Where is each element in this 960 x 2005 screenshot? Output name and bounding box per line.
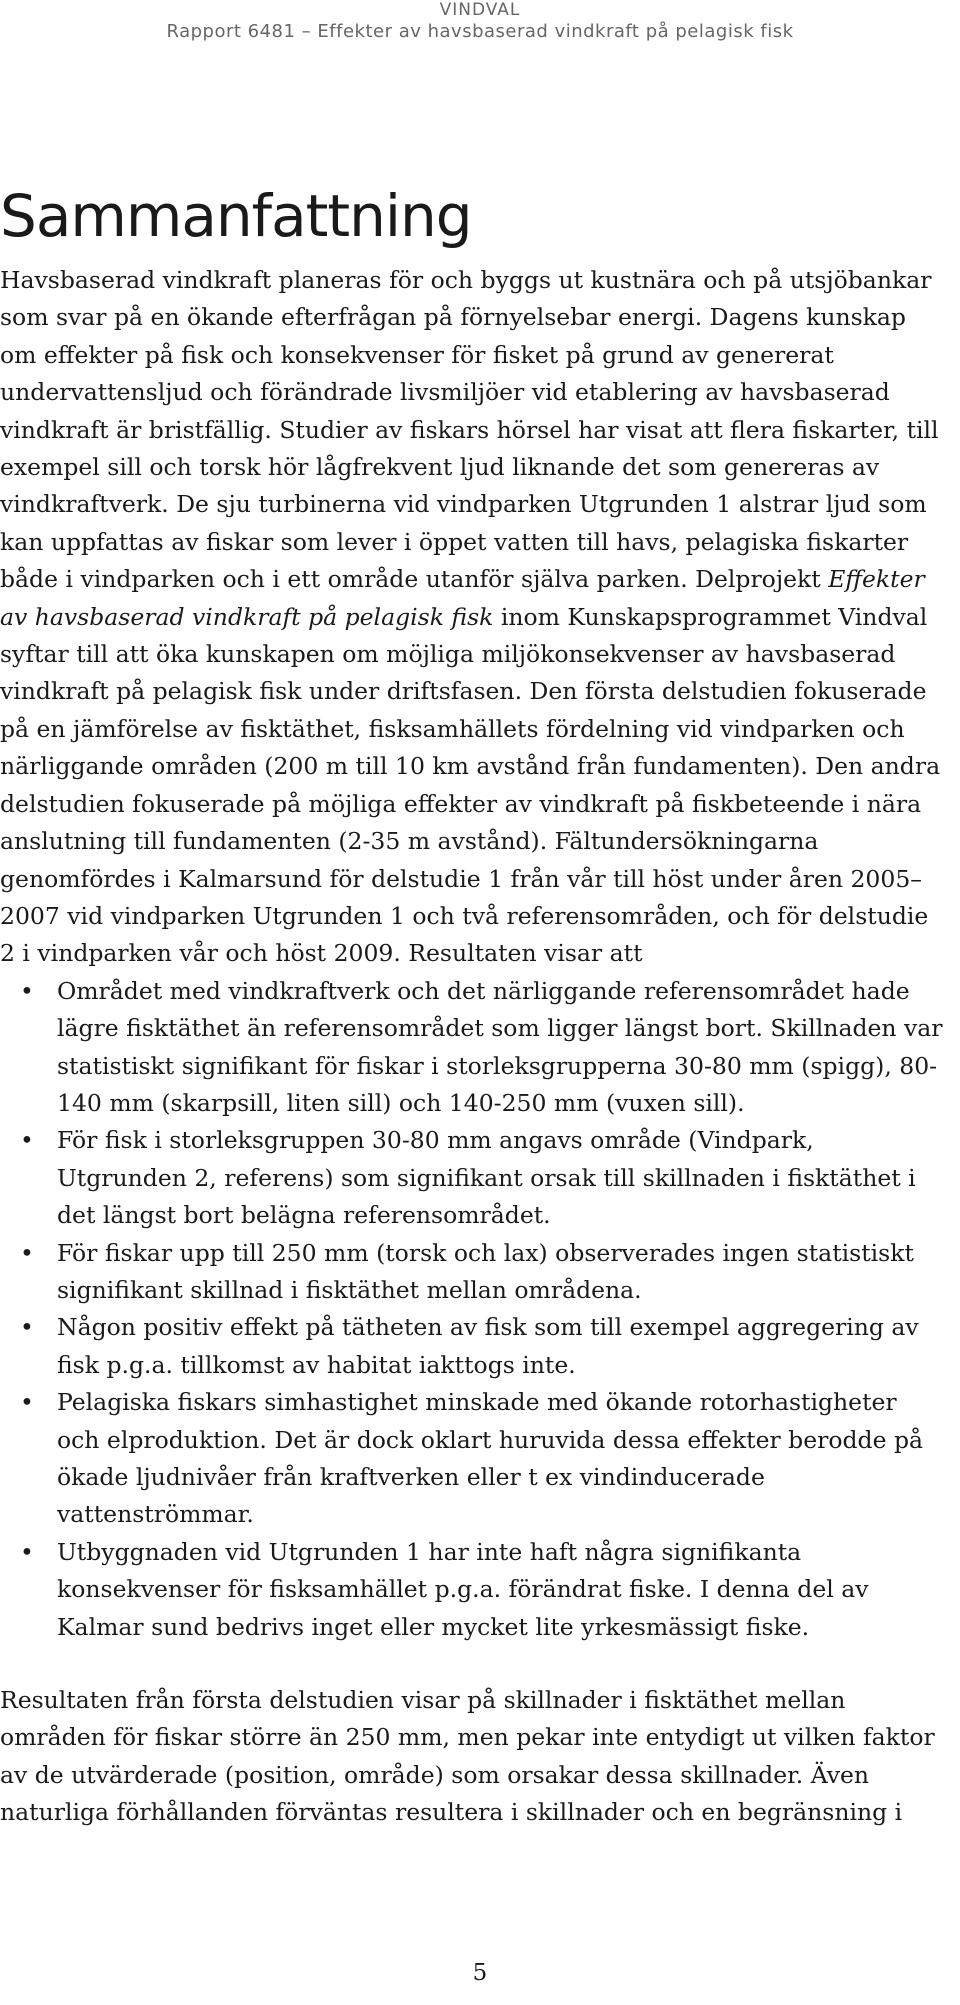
list-item	[0, 973, 944, 1123]
bullet-icon: •	[20, 1126, 34, 1155]
closing-paragraph: Resultaten från första delstudien visar på skillnader i fisktäthet mellan områden för fiskar större än 250 mm, men pekar inte entydigt ut vilken faktor av de utvärderade (position, område) som orsakar dessa skillnader. Även naturliga förhållanden förväntas resultera i skillnader och en begränsning i	[0, 1686, 935, 1827]
list-item	[0, 1384, 944, 1534]
list-item	[0, 1534, 944, 1646]
list-item-text: För fisk i storleksgruppen 30-80 mm angavs område (Vindpark, Utgrunden 2, referens) som signifikant orsak till skillnaden i fisktäthet i det längst bort belägna referensområdet.	[57, 1126, 916, 1230]
bullet-icon: •	[20, 1388, 34, 1417]
bullet-icon: •	[20, 1313, 34, 1342]
results-list	[0, 973, 944, 1646]
intro-paragraph	[0, 262, 944, 973]
list-item-text: Området med vindkraftverk och det närliggande referensområdet hade lägre fisktäthet än referensområdet som ligger längst bort. Skillnaden var statistiskt signifikant för fiskar i storleksgrupperna 30-80 mm (spigg), 80-140 mm (skarpsill, liten sill) och 140-250 mm (vuxen sill).	[57, 976, 943, 1117]
intro-text-2: inom Kunskapsprogrammet Vindval syftar till att öka kunskapen om möjliga miljökonsekvenser av havsbaserad vindkraft på pelagisk fisk under driftsfasen. Den första delstudien fokuserade på en jämförelse av fisktäthet, fisksamhällets fördelning vid vindparken och närliggande områden (200 m till 10 km avstånd från fundamenten). Den andra delstudien fokuserade på möjliga effekter av vindkraft på fiskbeteende i nära anslutning till fundamenten (2-35 m avstånd). Fältundersökningarna genomfördes i Kalmarsund för delstudie 1 från vår till höst under åren 2005–2007 vid vindparken Utgrunden 1 och två referensområden, och för delstudie 2 i vindparken vår och höst 2009. Resultaten visar att	[0, 602, 941, 968]
list-item-text: För fiskar upp till 250 mm (torsk och lax) observerades ingen statistiskt signifikant skillnad i fisktäthet mellan områdena.	[57, 1238, 914, 1304]
intro-text-1: Havsbaserad vindkraft planeras för och byggs ut kustnära och på utsjöbankar som svar på en ökande efterfrågan på förnyelsebar energi. Dagens kunskap om effekter på fisk och konsekvenser för fisket på grund av genererat undervattensljud och förändrade livsmiljöer vid etablering av havsbaserad vindkraft är bristfällig. Studier av fiskars hörsel har visat att flera fiskarter, till exempel sill och torsk hör lågfrekvent ljud liknande det som genereras av vindkraftverk. De sju turbinerna vid vindparken Utgrunden 1 alstrar ljud som kan uppfattas av fiskar som lever i öppet vatten till havs, pelagiska fiskarter både i vindparken och i ett område utanför själva parken. Delprojekt	[0, 266, 939, 594]
page-title: Sammanfattning	[0, 182, 472, 250]
bullet-icon: •	[20, 1537, 34, 1566]
report-title: Rapport 6481 – Effekter av havsbaserad vindkraft på pelagisk fisk	[166, 21, 794, 42]
series-name: VINDVAL	[439, 0, 521, 20]
list-item	[0, 1309, 944, 1384]
bullet-icon: •	[20, 976, 34, 1005]
page-number: 5	[472, 1960, 488, 1986]
project-title-italic: Effekter av havsbaserad vindkraft på pelagisk fisk	[0, 565, 925, 631]
body-text	[0, 262, 944, 1832]
list-item-text: Pelagiska fiskars simhastighet minskade med ökande rotorhastigheter och elproduktion. Det är dock oklart huruvida dessa effekter berodde på ökade ljudnivåer från kraftverken eller t ex vindinducerade vattenströmmar.	[57, 1388, 924, 1529]
bullet-icon: •	[20, 1238, 34, 1267]
list-item-text: Utbyggnaden vid Utgrunden 1 har inte haft några signifikanta konsekvenser för fisksamhället p.g.a. förändrat fiske. I denna del av Kalmar sund bedrivs inget eller mycket lite yrkesmässigt fiske.	[57, 1537, 869, 1641]
list-item	[0, 1122, 944, 1234]
running-header	[0, 0, 960, 44]
list-item	[0, 1235, 944, 1310]
list-item-text: Någon positiv effekt på tätheten av fisk som till exempel aggregering av fisk p.g.a. tillkomst av habitat iakttogs inte.	[57, 1313, 919, 1379]
